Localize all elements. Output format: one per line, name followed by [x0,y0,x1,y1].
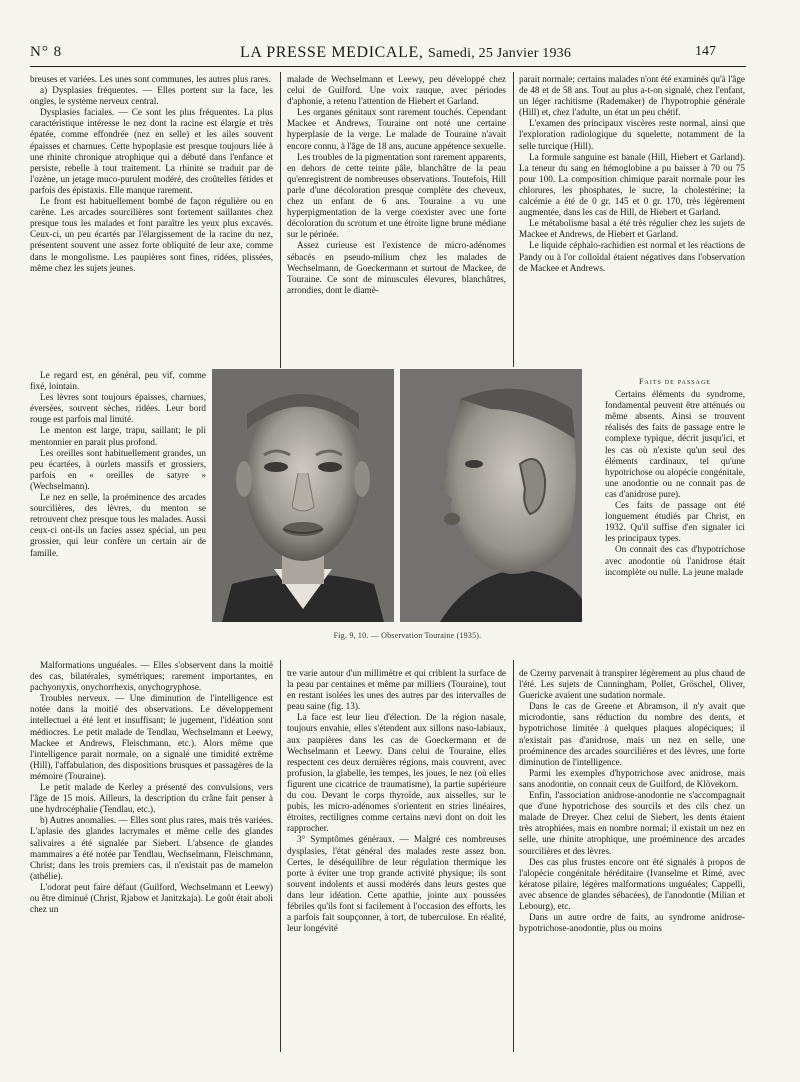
paragraph: Ces faits de passage ont été longuement étudiés par Christ, en 1932. Qu'il suffise d'en signaler ici les principaux types. [605,500,745,544]
paragraph: On connait des cas d'hypotrichose avec anodontie où l'anidrose était incomplète ou nulle. La jeune malade [605,544,745,577]
column-1-middle [30,370,206,660]
paragraph: Dysplasies faciales. — Ce sont les plus fréquentes. La plus caractéristique intéresse le nez dont la racine est élargie et très épatée, comme effondrée (nez en selle) et les ailes souvent épaisses et charnues. Cette hypoplasie est presque toujours liée à une rhinite chronique atrophique qui a débuté dans l'enfance et persiste, rebelle à tout traitement. La rhinite se traduit par de l'ozène, un jetage muco-purulent modéré, des croûtelles fétides et parfois des épistaxis. Elle manque rarement. [30,107,273,195]
column-1-bottom [30,660,273,1060]
paragraph: malade de Wechselmann et Leewy, peu développé chez celui de Guilford. Une voix rauque, avec périodes d'aphonie, a retenu l'attention de Hiebert et Garland. [287,74,506,107]
paragraph: L'odorat peut faire défaut (Guilford, Wechselmann et Leewy) ou être diminué (Christ, Rjabow et Janitzkaja). Le goût était aboli chez un [30,881,273,915]
paragraph: b) Autres anomalies. — Elles sont plus rares, mais très variées. L'aplasie des glandes lacrymales et même celle des glandes salivaires a été signalée par Siebert. L'absence de glandes mammaires a été notée par Tendlau, Wechselmann, Fleischmann, Christ; dans les trois premiers cas, il n'existait pas de mamelon (athélie). [30,815,273,881]
column-divider-2-bottom [513,660,514,1052]
figure-9-10 [212,369,582,622]
paragraph: L'examen des principaux viscères reste normal, ainsi que l'exploration radiologique du squelette, notamment de la selle turcique (Hill). [519,118,745,151]
paragraph: Le métabolisme basal a été très régulier chez les sujets de Mackee et Andrews, de Hiebert et Garland. [519,218,745,240]
paragraph: de Czerny parvenait à transpirer légèrement au plus chaud de l'été. Les sujets de Cunningham, Pollet, Gröschel, Oliver, Guericke avaient une sudation normale. [519,668,745,701]
paragraph: parait normale; certains malades n'ont été examinés qu'à l'âge de 48 et de 58 ans. Tout au plus a-t-on signalé, chez l'enfant, un léger rachitisme (Rademaker) de l'hypotrophie générale (Hill) et, chez l'adulte, un état un peu chétif. [519,74,745,118]
paragraph: Dans un autre ordre de faits, au syndrome anidrose-hypotrichose-anodontie, plus ou moins [519,912,745,934]
figure-caption: Fig. 9, 10. — Observation Touraine (1935). [333,631,482,640]
issue-date: Samedi, 25 Janvier 1936 [428,46,572,61]
column-2-top [287,74,506,364]
paragraph: Le front est habituellement bombé de façon régulière ou en carène. Les arcades sourcilières sont fortement saillantes chez presque tous les malades et font paraître les yeux plus excavés. Ceux-ci, un peu écartés par l'élargissement de la racine du nez, présentent souvent une assez forte obliquité de leur axe, comme dans le mongolisme. Les paupières sont fines, ridées, plissées, même chez les sujets jeunes. [30,196,273,273]
paragraph: Des cas plus frustes encore ont été signalés à propos de l'alopécie congénitale héréditaire (Ivanselme et Rimé, avec kératose pilaire, légères malformations unguéales; Cappelli, avec absence de glandes sébacées), de l'anodontie (Milian et Lebourg), etc. [519,856,745,911]
paragraph: Les troubles de la pigmentation sont rarement apparents, en dehors de cette teinte pâle, blanchâtre de la peau qu'enregistrent de nombreuses observations. Toutefois, Hill parle d'une décoloration presque complète des cheveux, chez un enfant de 6 ans. Touraine a vu une hyperpigmentation de la verge coexister avec une forte décoloration du scrotum et une étroite ligne brune médiane sur le périnée. [287,151,506,240]
paragraph: La formule sanguine est banale (Hill, Hiebert et Garland). La teneur du sang en hémoglobine a pu baisser à 70 ou 75 pour 100. La composition chimique parait normale pour les chlorures, les phosphates, le sucre, la cholestérine; la calcémie a été de 0 gr. 145 et 0 gr. 170, très légèrement augmentée, dans les cas de Hill, de Hiebert et Garland. [519,151,745,218]
section-heading: Faits de passage [639,377,711,386]
journal-title [240,44,571,62]
page-number: 147 [695,44,716,59]
paragraph: Dans le cas de Greene et Abramson, il n'y avait que microdontie, sans réduction du nombre des dents, et hypotrichose limitée à quelques plaques alopéciques; il n'existait pas d'anidrose, mais un nez en selle, une proéminence des arcades sourcilières et des lèvres, une forte diminution de l'intelligence. [519,701,745,767]
column-2-bottom [287,668,506,1063]
paragraph: Les oreilles sont habituellement grandes, un peu écartées, à ourlets massifs et grossiers, parfois en « oreilles de satyre » (Wechselmann). [30,447,206,491]
paragraph: 3° Symptômes généraux. — Malgré ces nombreuses dysplasies, l'état général des malades reste assez bon. Certes, le déséquilibre de leur régulation thermique les porte à éviter une trop grande activité physique; ils sont souvent indolents et aussi modérés dans leurs gestes que dans leur idéation. Cette apathie, jointe aux poussées fébriles qu'ils font si facilement à l'occasion des efforts, les a parfois fait soupçonner, à tort, de tuberculose. En réalité, leur longévité [287,834,506,934]
column-divider-1-top [280,72,281,368]
column-divider-2-top [513,72,514,367]
issue-number: N° 8 [30,44,63,60]
paragraph: Enfin, l'association anidrose-anodontie ne s'accompagnait que d'une hypotrichose des sourcils et des cils chez un malade de Dreyer. Chez celui de Siebert, les dents étaient très atrophiées, mais en nombre normal; il existait un nez en selle, une rhinite atrophique, une proéminence des arcades sourcilières et des lèvres. [519,790,745,856]
paragraph: breuses et variées. Les unes sont communes, les autres plus rares. [30,74,271,84]
paragraph: Malformations unguéales. — Elles s'observent dans la moitié des cas, bilatérales, symétriques; rarement importantes, en pachyonyxis, onychorrhexis, onychogryphose. [30,660,273,693]
column-3-top [519,74,745,370]
header-rule [30,66,746,67]
column-3-middle [605,372,745,662]
journal-name: LA PRESSE MEDICALE, [240,44,424,61]
paragraph: Les organes génitaux sont rarement touchés. Cependant Mackee et Andrews, Touraine ont noté une certaine hyperplasie de la verge. Le malade de Touraine n'avait encore connu, à l'âge de 18 ans, aucune appétence sexuelle. [287,107,506,151]
column-divider-1-bottom [280,660,281,1052]
paragraph: Le menton est large, trapu, saillant; le pli mentonnier en parait plus profond. [30,425,206,447]
portrait-front-photo [212,369,394,622]
column-3-bottom [519,668,745,1063]
face-profile-icon [400,369,582,622]
paragraph: Certains éléments du syndrome, fondamental peuvent être atténués ou même absents. Ainsi se trouvent réalisés des faits de passage entre le complexe typique, décrit jusqu'ici, et les cas où n'existe qu'un seul des éléments cardinaux, tel qu'une hypotrichose ou alopécie congénitale, une anodontie ou ne connait pas de cas d'anidrose pure). [605,389,745,499]
paragraph: Parmi les exemples d'hypotrichose avec anidrose, mais sans anodontie, on connait ceux de Guilford, de Klövekorn. [519,767,745,789]
paragraph: tre varie autour d'un millimètre et qui criblent la surface de la peau par centaines et même par milliers (Touraine), tout en restant isolées les unes des autres par des intervalles de peau saine (fig. 13). [287,668,506,712]
paragraph: Le regard est, en général, peu vif, comme fixé, lointain. [30,370,206,392]
paragraph: La face est leur lieu d'élection. De la région nasale, toujours envahie, elles s'étendent aux sillons naso-labiaux, aux paupières dans les cas de Goeckermann et de Wechselmann et Leewy. Dans celui de Touraine, elles respectent ces deux dernières régions, mais couvrent, avec profusion, la glabelle, les tempes, les joues, le nez (où elles figurent une cicatrice de traumatisme), la partie supérieure du cou. Devant le corps thyroïde, aux aisselles, sur le pubis, les micro-adénomes s'orientent en stries linéaires, étroites, rectilignes comme certains nævi dont on doit les rapprocher. [287,712,506,834]
portrait-profile-photo [400,369,582,622]
paragraph: Le petit malade de Kerley a présenté des convulsions, vers l'âge de 15 mois. Ailleurs, la description du crâne fait penser à une hydrocéphalie (Tendlau, etc.). [30,782,273,815]
column-1-top [30,74,273,370]
paragraph: a) Dysplasies fréquentes. — Elles portent sur la face, les ongles, le système nerveux central. [30,85,273,107]
face-front-icon [212,369,394,622]
paragraph: Le nez en selle, la proéminence des arcades sourcilières, des lèvres, du menton se retrouvent chez presque tous les malades. Aussi ceux-ci ont-ils un facies assez spécial, un peu grossier, qui leur confère un certain air de famille. [30,492,206,558]
paragraph: Le liquide céphalo-rachidien est normal et les réactions de Pandy ou à l'or colloïdal étaient négatives dans l'observation de Mackee et Andrews. [519,240,745,273]
paragraph: Les lèvres sont toujours épaisses, charnues, éversées, souvent sèches, ridées. Leur bord rouge est parfois mal limité. [30,392,206,425]
paragraph: Troubles nerveux. — Une diminution de l'intelligence est notée dans la moitié des observations. Le développement intellectuel a été lent et insuffisant; le jugement, l'idéation sont médiocres. Le petit malade de Tendlau, Wechselmann et Leewy, Mackee et Andrews, Fleischmann, etc.). Alors même que l'intelligence parait normale, on a signalé une timidité extrême (Hill), l'affabulation, des dispositions brusques et passagères de la mémoire (Touraine). [30,693,273,781]
paragraph: Assez curieuse est l'existence de micro-adénomes sébacés en pseudo-milium chez les malades de Wechselmann, de Goeckermann et surtout de Mackee, de Touraine. Ce sont de minuscules élevures, blanchâtres, arrondies, dont le diamè- [287,240,506,295]
page-header [30,44,716,68]
